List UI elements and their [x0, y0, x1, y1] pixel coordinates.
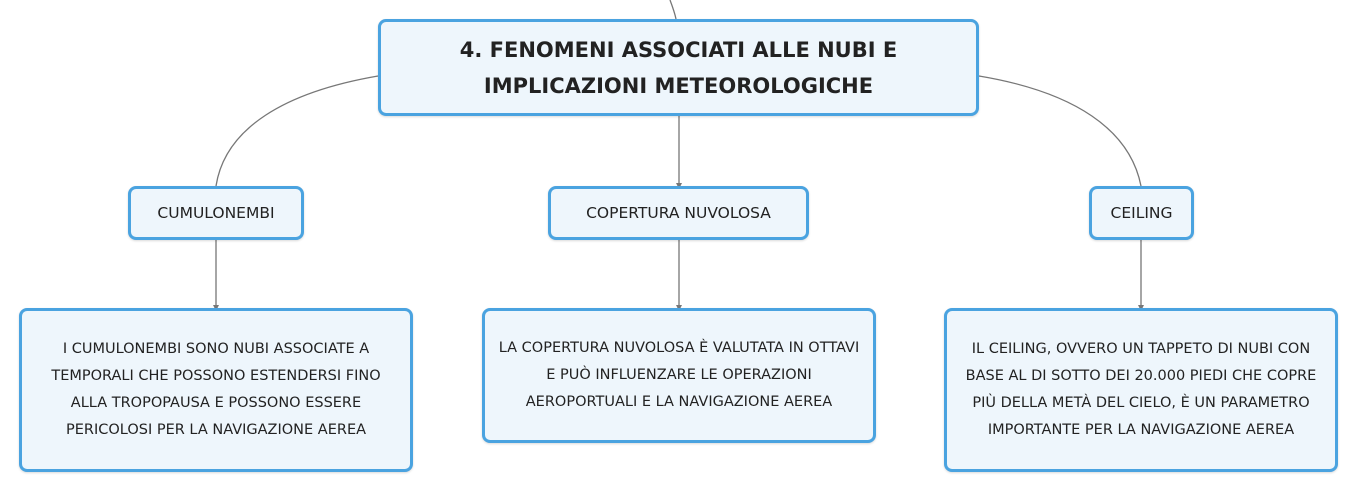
parent-connector: [670, 0, 676, 19]
topic-label: CEILING: [1110, 204, 1173, 222]
topic-copertura-nuvolosa[interactable]: [548, 186, 809, 240]
topic-cumulonembi[interactable]: [128, 186, 304, 240]
topic-ceiling[interactable]: [1089, 186, 1194, 240]
detail-text: I CUMULONEMBI SONO NUBI ASSOCIATE A TEMPORALI CHE POSSONO ESTENDERSI FINO ALLA TROPOPAUSA E POSSONO ESSERE PERICOLOSI PER LA NAVIGAZIONE AEREA: [51, 341, 381, 438]
detail-ceiling[interactable]: [944, 308, 1338, 472]
detail-text: IL CEILING, OVVERO UN TAPPETO DI NUBI CON BASE AL DI SOTTO DEI 20.000 PIEDI CHE COPRE PIÙ DELLA METÀ DEL CIELO, È UN PARAMETRO IMPORTANTE PER LA NAVIGAZIONE AEREA: [965, 341, 1317, 438]
detail-text: LA COPERTURA NUVOLOSA È VALUTATA IN OTTAVI E PUÒ INFLUENZARE LE OPERAZIONI AEROPORTUALI E LA NAVIGAZIONE AEREA: [498, 340, 860, 410]
detail-cumulonembi[interactable]: [19, 308, 413, 472]
central-topic-title: 4. FENOMENI ASSOCIATI ALLE NUBI E IMPLICAZIONI METEOROLOGICHE: [459, 37, 898, 98]
connector-central-ceiling: [979, 76, 1141, 186]
topic-label: COPERTURA NUVOLOSA: [586, 204, 771, 222]
connector-central-cumulonembi: [216, 76, 378, 186]
detail-copertura-nuvolosa[interactable]: [482, 308, 876, 443]
central-topic[interactable]: [378, 19, 979, 116]
topic-label: CUMULONEMBI: [157, 204, 275, 222]
